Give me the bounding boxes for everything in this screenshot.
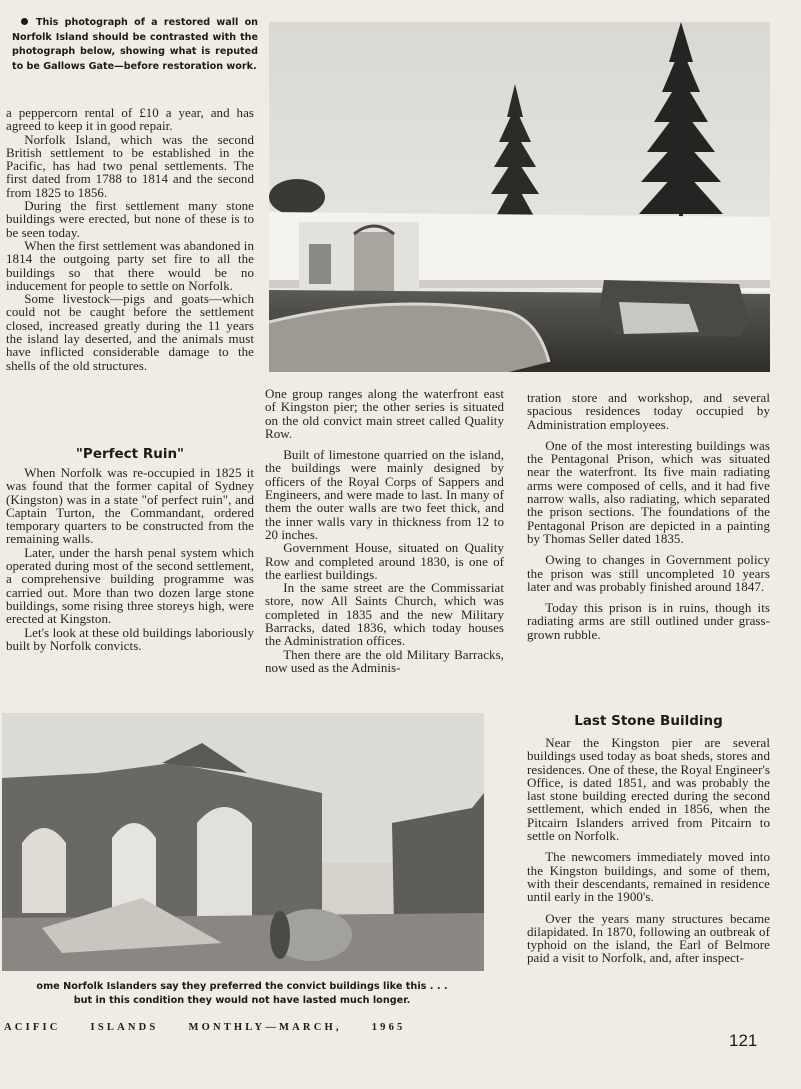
column-2-text: One group ranges along the waterfront east of Kingston pier; the other series is situated on the old convict main street called Quality Row. Built of limestone quarried on the island, the buildings were mainly designed by officers of the Royal Corps of Sappers and Engineers, and were made to last. In many of them the outer walls are two feet thick, and the inner walls vary in thickness from 12 to 20 inches. Government House, situated on Quality Row and completed around 1830, is one of the earliest buildings. In the same street are the Commissariat store, now All Saints Church, which was completed in 1835 and the new Military Barracks, dated 1836, which today houses the Administration offices. Then there are the old Military Barracks, now used as the Adminis- <box>265 386 504 675</box>
footer-publication-b: ISLANDS <box>90 1022 159 1033</box>
heading-perfect-ruin: "Perfect Ruin" <box>75 446 185 462</box>
page-footer <box>4 1022 494 1033</box>
bullet-icon <box>21 18 28 25</box>
heading-last-stone-building: Last Stone Building <box>574 713 723 729</box>
footer-year: 1965 <box>371 1022 406 1033</box>
column-1-continued-text: When Norfolk was re-occupied in 1825 it was found that the former capital of Sydney (Kingston) was in a state "of perfect ruin", and Captain Turton, the Commandant, ordered temporary quarters to be constructed from the remaining walls. Later, under the harsh penal system which operated during most of the second settlement, a comprehensive building programme was carried out. More than two dozen large stone buildings, some rising three storeys high, were erected at Kingston. Let's look at these old buildings laboriously built by Norfolk convicts. <box>6 465 254 653</box>
restored-wall-photo <box>269 22 770 372</box>
bottom-photo-caption: ome Norfolk Islanders say they preferred the convict buildings like this . . . but in this condition they would not have lasted much longer. <box>36 981 448 1006</box>
column-1-text: a peppercorn rental of £10 a year, and has agreed to keep it in good repair. Norfolk Island, which was the second British settlement to be established in the Pacific, has had two penal settlements. The first dated from 1788 to 1814 and the second from 1825 to 1856. During the first settlement many stone buildings were erected, but none of these is to be seen today. When the first settlement was abandoned in 1814 the outgoing party set fire to all the buildings so that there would be no inducement for people to settle on Norfolk. Some livestock—pigs and goats—which could not be caught before the settlement closed, increased greatly during the 11 years the island lay deserted, and the animals must have inflicted considerable damage to the shells of the old structures. <box>6 105 254 373</box>
column-3-text: tration store and workshop, and several spacious residences today occupied by Administration employees. One of the most interesting buildings was the Pentagonal Prison, which was situated near the waterfront. Its five main radiating arms were composed of cells, and it had five narrow walls, also radiating, which separated the prison sections. The foundations of the Pentagonal Prison are depicted in a painting by Thomas Seller dated 1835. Owing to changes in Government policy the prison was still uncompleted 10 years later and was probably finished around 1847. Today this prison is in ruins, though its radiating arms are still outlined under grass-grown rubble. <box>527 390 770 642</box>
ruined-building-photo <box>2 713 484 971</box>
footer-publication-a: ACIFIC <box>4 1022 61 1033</box>
footer-issue: MONTHLY—MARCH, <box>188 1022 342 1033</box>
column-3-continued-text: Near the Kingston pier are several buildings used today as boat sheds, stores and residences. One of these, the Royal Engineer's Office, is dated 1851, and was probably the last stone building erected during the second settlement, which ended in 1856, when the Pitcairn Islanders arrived from Pitcairn to settle on Norfolk. The newcomers immediately moved into the Kingston buildings, and some of them, with their descendants, remained in residence until early in the 1900's. Over the years many structures became dilapidated. In 1870, following an outbreak of typhoid on the island, the Earl of Belmore paid a visit to Norfolk, and, after inspect- <box>527 735 770 966</box>
restored-wall-illustration <box>269 22 770 372</box>
top-photo-caption: This photograph of a restored wall on Norfolk Island should be contrasted with the photograph below, showing what is reputed to be Gallows Gate—before restoration work. <box>12 17 258 72</box>
ruined-building-illustration <box>2 713 484 971</box>
page-number: 121 <box>729 1031 758 1050</box>
